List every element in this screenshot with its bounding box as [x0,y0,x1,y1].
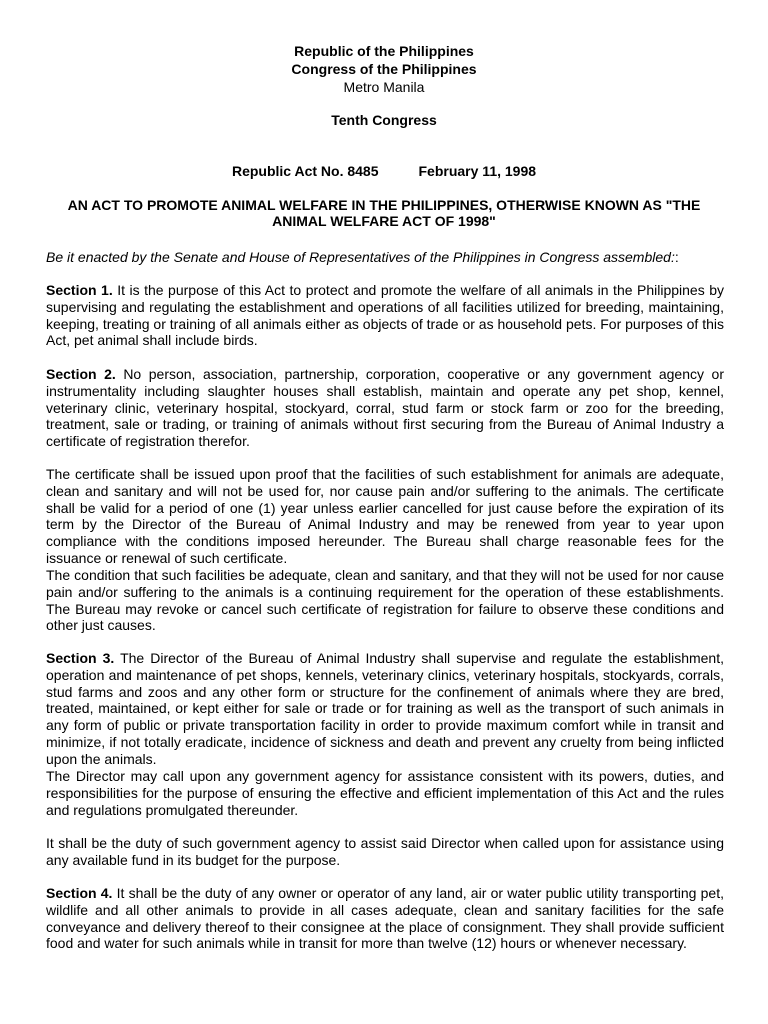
paragraph-text: The certificate shall be issued upon proof that the facilities of such establishment for animals are adequate, clean and sanitary and will not be used for, nor cause pain and/or suffering to the animals. The certificate shall be valid for a period of one (1) year unless earlier cancelled for just cause before the expiration of its term by the Director of the Bureau of Animal Industry and may be renewed from year to year upon compliance with the conditions imposed hereunder. The Bureau shall charge reasonable fees for the issuance or renewal of such certificate. [46,466,724,566]
section-label: Section 2. [46,366,116,382]
enacting-clause-text: Be it enacted by the Senate and House of Representatives of the Philippines in Congress assembled: [46,249,675,265]
paragraph-text: The condition that such facilities be adequate, clean and sanitary, and that they will not be used for nor cause pain and/or suffering to the animals is a continuing requirement for the operation of these establishments. The Bureau may revoke or cancel such certificate of registration for failure to observe these conditions and other just causes. [46,567,724,634]
section-label: Section 3. [46,650,115,666]
paragraph-text: It shall be the duty of such government agency to assist said Director when called upon for assistance using any available fund in its budget for the purpose. [46,835,724,868]
director-paragraph [46,768,724,818]
act-date: February 11, 1998 [418,163,537,179]
paragraph-text: No person, association, partnership, corporation, cooperative or any government agency or instrumentality including slaughter houses shall establish, maintain and operate any pet shop, kennel, veterinary clinic, veterinary hospital, stockyard, corral, stud farm or stock farm or zoo for the breeding, treatment, sale or trading, or training of animals without first securing from the Bureau of Animal Industry a certificate of registration therefor. [46,366,724,450]
paragraph-text: The Director may call upon any government agency for assistance consistent with its powers, duties, and responsibilities for the purpose of ensuring the effective and efficient implementation of this Act and the rules and regulations promulgated thereunder. [46,768,724,818]
condition-paragraph [46,567,724,634]
republic-heading: Republic of the Philippines [294,43,474,59]
section-label: Section 1. [46,282,113,298]
city-heading: Metro Manila [343,79,425,95]
enacting-clause-suffix: : [674,249,679,265]
section-3-paragraph [46,650,724,768]
paragraph-text: It shall be the duty of any owner or operator of any land, air or water public utility transporting pet, wildlife and all other animals to provide in all cases adequate, clean and sanitary facilities for the safe conveyance and delivery thereof to their consignee at the place of consignment. They shall provide sufficient food and water for such animals while in transit for more than twelve (12) hours or whenever necessary. [46,885,724,952]
act-title: AN ACT TO PROMOTE ANIMAL WELFARE IN THE PHILIPPINES, OTHERWISE KNOWN AS "THE ANIMAL WELFARE ACT OF 1998" [67,197,701,229]
section-2-paragraph [46,366,724,450]
session-heading: Tenth Congress [331,112,437,128]
paragraph-text: The Director of the Bureau of Animal Industry shall supervise and regulate the establishment, operation and maintenance of pet shops, kennels, veterinary clinics, veterinary hospitals, stockyards, corrals, stud farms and zoos and any other form or structure for the confinement of animals where they are bred, treated, maintained, or kept either for sale or trade or for training as well as the transport of such animals in any form of public or private transportation facility in order to provide maximum comfort while in transit and minimize, if not totally eradicate, incidence of sickness and death and prevent any cruelty from being inflicted upon the animals. [46,650,724,767]
act-number: Republic Act No. 8485 [231,163,379,179]
enacting-clause [46,249,726,265]
certificate-paragraph [46,466,724,567]
act-line [0,163,768,179]
section-1-paragraph [46,282,724,349]
agency-duty-paragraph [46,835,724,869]
congress-heading: Congress of the Philippines [291,61,477,77]
section-4-paragraph [46,885,724,952]
section-label: Section 4. [46,885,113,901]
paragraph-text: It is the purpose of this Act to protect and promote the welfare of all animals in the Philippines by supervising and regulating the establishment and operations of all facilities utilized for breeding, maintaining, keeping, treating or training of all animals either as objects of trade or as household pets. For purposes of this Act, pet animal shall include birds. [46,282,724,349]
